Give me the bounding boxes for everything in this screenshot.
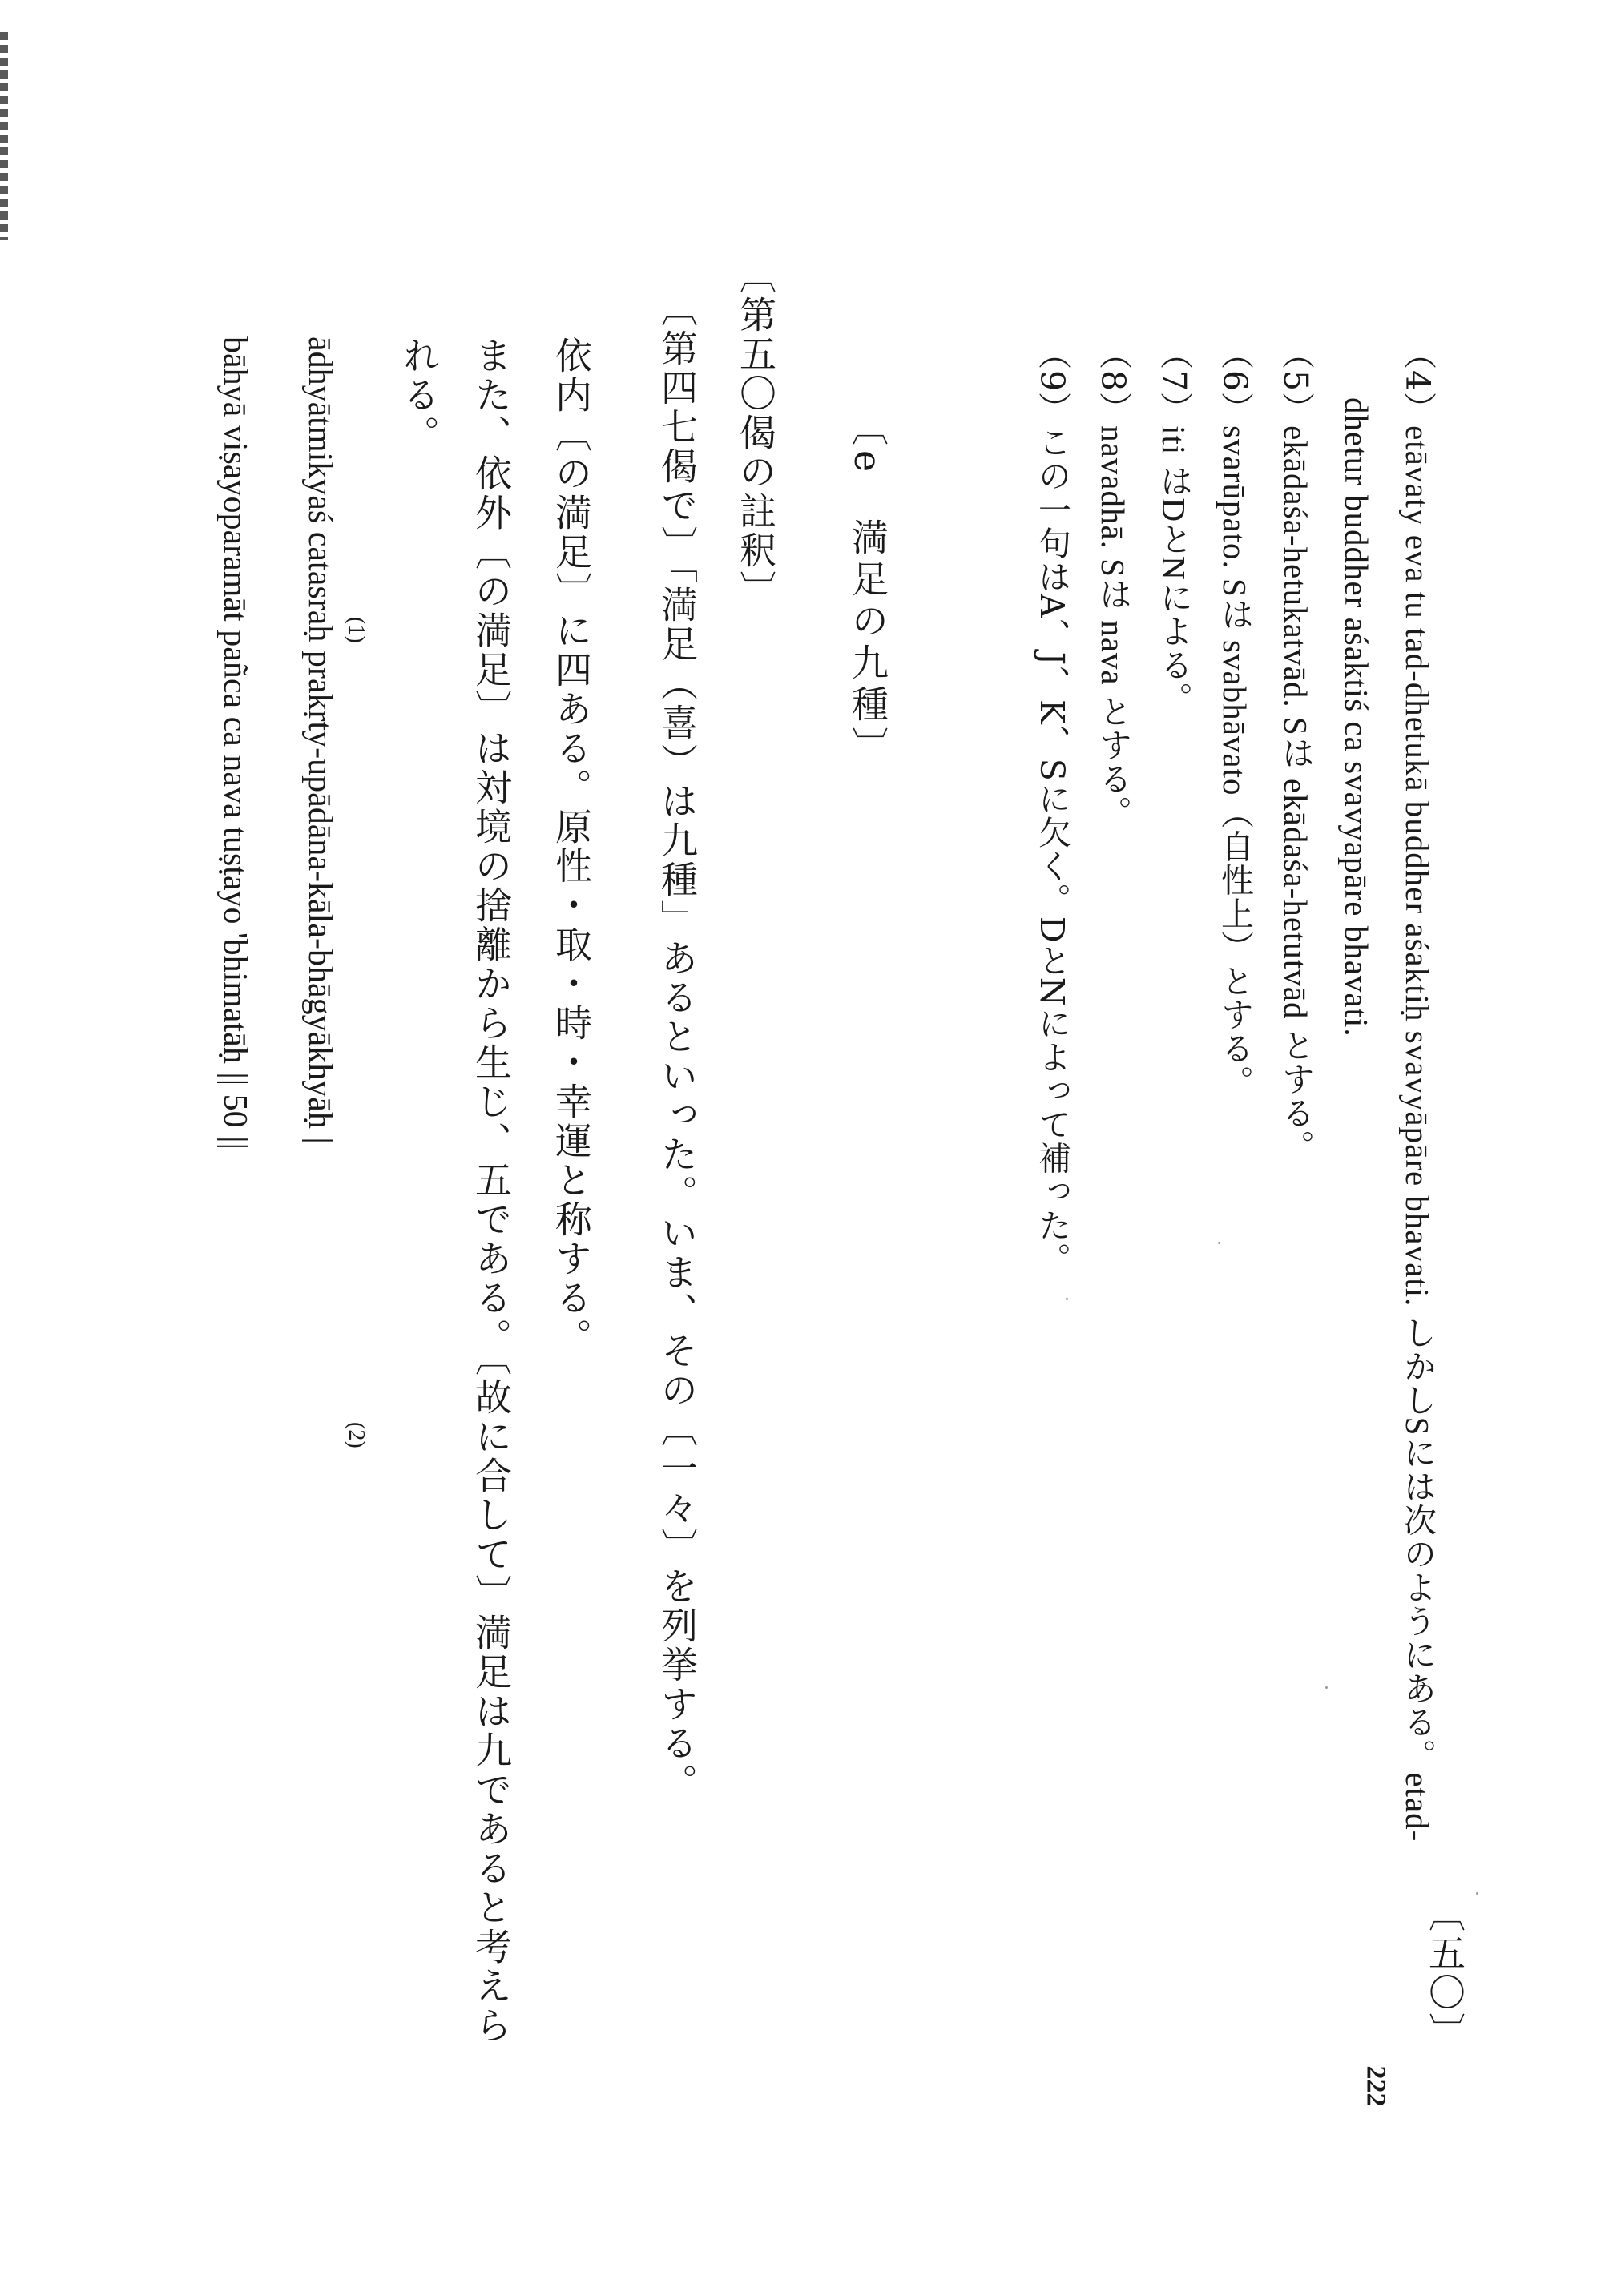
page-number [1340,2065,1396,2107]
note-6 [1216,336,1254,1099]
note-number: （6） [1216,336,1254,426]
note-text: iti はDとNによる。 [1155,425,1192,715]
verse-number: 〔五〇〕 [1423,1895,1466,2052]
note-9 [1033,336,1071,1276]
commentary-label: 〔第五〇偈の註釈〕 [734,256,777,610]
body-line-3: また、依外〔の満足〕は対境の捨離から生じ、五である。〔故に合して〕満足は九であると考えら [470,336,513,2045]
footnote-mark-1: (1) [344,617,369,643]
body-line-1: 〔第四七偈で〕「満足（喜）は九種」あるといった。いま、その〔一々〕を列挙する。 [655,290,699,1803]
note-5 [1276,336,1315,1163]
note-number: （9） [1033,336,1071,426]
note-number: （4） [1398,336,1437,426]
page-number-text: 222 [1361,2065,1391,2107]
note-4-continued [1340,397,1373,1037]
note-7 [1155,336,1193,715]
note-text: ekādaśa-hetukatvād. Sは ekādaśa-hetutvād とする。 [1277,425,1314,1163]
scan-dot [1218,1242,1220,1244]
section-heading: 〔e 満足の九種〕 [846,409,889,769]
note-4 [1398,336,1437,1843]
note-text: dhetur buddher aśaktiś ca svavyapāre bhavati. [1338,397,1375,1037]
note-number: （7） [1155,336,1193,426]
note-number: （8） [1094,336,1132,426]
body-line-4: れる。 [397,336,441,454]
footnote-mark-2: (2) [344,1422,369,1448]
note-8 [1094,336,1132,829]
note-text: この一句はA、J、K、Sに欠く。DとNによって補った。 [1033,425,1071,1276]
note-text: navadhā. Sは nava とする。 [1095,425,1131,829]
note-text: etāvaty eva tu tad-dhetukā buddher aśaktiḥ svavyāpāre bhavati. しかしSには次のようにある。etad- [1399,425,1436,1843]
verse-line-2: bāhyā viṣayoparamāt pañca ca nava tuṣṭayo 'bhimatāḥ || 50 || [216,336,253,1150]
scan-dot [1476,1892,1478,1895]
scan-dot [1325,1686,1328,1689]
note-text: svarūpato. Sは svabhāvato（自性上）とする。 [1216,425,1253,1099]
scan-edge-artifact [0,32,8,240]
scan-dot [1066,1298,1068,1300]
verse-line-1: ādhyātmikyaś catasraḥ prakṛty-upādāna-kāla-bhāgyākhyāḥ | [301,336,338,1144]
body-line-2: 依内〔の満足〕に四ある。原性・取・時・幸運と称する。 [550,336,593,1357]
note-number: （5） [1276,336,1315,426]
